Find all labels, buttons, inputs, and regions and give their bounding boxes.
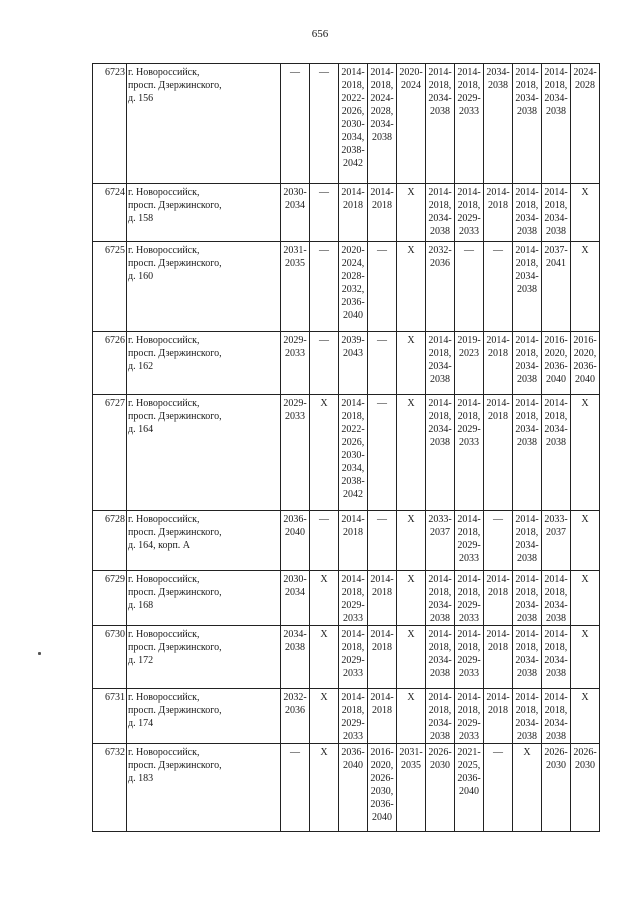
table-row xyxy=(93,571,600,626)
period-cell: 2014- 2018, 2029- 2033 xyxy=(339,626,368,689)
period-cell: 2016- 2020, 2026- 2030, 2036- 2040 xyxy=(368,744,397,832)
period-cell: 2014- 2018 xyxy=(368,184,397,242)
address-cell: г. Новороссийск, просп. Дзержинского, д. 168 xyxy=(127,571,281,626)
period-cell: X xyxy=(397,242,426,332)
period-cell: 2014- 2018, 2029- 2033 xyxy=(455,689,484,744)
period-cell: X xyxy=(397,184,426,242)
table-row xyxy=(93,744,600,832)
period-cell: 2030- 2034 xyxy=(281,571,310,626)
period-cell: — xyxy=(455,242,484,332)
period-cell: — xyxy=(368,242,397,332)
period-cell: 2014- 2018 xyxy=(484,395,513,511)
period-cell: 2014- 2018, 2034- 2038 xyxy=(542,64,571,184)
period-cell: — xyxy=(310,64,339,184)
address-cell: г. Новороссийск, просп. Дзержинского, д. 174 xyxy=(127,689,281,744)
period-cell: 2032- 2036 xyxy=(281,689,310,744)
period-cell: 2029- 2033 xyxy=(281,332,310,395)
row-number: 6730 xyxy=(93,626,127,689)
period-cell: 2014- 2018 xyxy=(339,184,368,242)
period-cell: X xyxy=(310,395,339,511)
period-cell: — xyxy=(368,511,397,571)
period-cell: 2014- 2018, 2034- 2038 xyxy=(542,626,571,689)
row-number: 6731 xyxy=(93,689,127,744)
period-cell: 2014- 2018, 2029- 2033 xyxy=(339,571,368,626)
table-row xyxy=(93,184,600,242)
period-cell: 2014- 2018 xyxy=(484,184,513,242)
period-cell: 2014- 2018 xyxy=(484,332,513,395)
period-cell: 2014- 2018, 2034- 2038 xyxy=(513,332,542,395)
row-number: 6723 xyxy=(93,64,127,184)
period-cell: X xyxy=(397,571,426,626)
period-cell: X xyxy=(397,626,426,689)
period-cell: 2014- 2018 xyxy=(484,571,513,626)
period-cell: X xyxy=(397,689,426,744)
period-cell: 2014- 2018, 2034- 2038 xyxy=(513,184,542,242)
period-cell: — xyxy=(281,744,310,832)
period-cell: — xyxy=(281,64,310,184)
period-cell: 2014- 2018, 2034- 2038 xyxy=(513,395,542,511)
row-number: 6729 xyxy=(93,571,127,626)
address-cell: г. Новороссийск, просп. Дзержинского, д. 164, корп. А xyxy=(127,511,281,571)
period-cell: X xyxy=(513,744,542,832)
period-cell: 2020- 2024 xyxy=(397,64,426,184)
period-cell: 2014- 2018, 2029- 2033 xyxy=(455,571,484,626)
period-cell: X xyxy=(571,571,600,626)
page-number: 656 xyxy=(311,28,329,40)
period-cell: — xyxy=(484,511,513,571)
address-cell: г. Новороссийск, просп. Дзержинского, д. 164 xyxy=(127,395,281,511)
period-cell: 2014- 2018, 2034- 2038 xyxy=(513,689,542,744)
period-cell: 2032- 2036 xyxy=(426,242,455,332)
table-row xyxy=(93,689,600,744)
row-number: 6724 xyxy=(93,184,127,242)
period-cell: X xyxy=(571,395,600,511)
period-cell: 2014- 2018, 2034- 2038 xyxy=(513,242,542,332)
period-cell: 2037- 2041 xyxy=(542,242,571,332)
period-cell: 2014- 2018 xyxy=(368,626,397,689)
period-cell: 2014- 2018, 2034- 2038 xyxy=(542,395,571,511)
table-row xyxy=(93,626,600,689)
period-cell: X xyxy=(310,626,339,689)
period-cell: — xyxy=(484,242,513,332)
period-cell: 2014- 2018, 2034- 2038 xyxy=(426,64,455,184)
address-cell: г. Новороссийск, просп. Дзержинского, д. 160 xyxy=(127,242,281,332)
period-cell: X xyxy=(397,395,426,511)
period-cell: 2014- 2018, 2022- 2026, 2030- 2034, 2038- 2042 xyxy=(339,395,368,511)
period-cell: 2014- 2018, 2034- 2038 xyxy=(426,571,455,626)
period-cell: 2031- 2035 xyxy=(397,744,426,832)
period-cell: 2014- 2018, 2034- 2038 xyxy=(513,626,542,689)
address-cell: г. Новороссийск, просп. Дзержинского, д. 183 xyxy=(127,744,281,832)
period-cell: — xyxy=(310,242,339,332)
address-cell: г. Новороссийск, просп. Дзержинского, д. 156 xyxy=(127,64,281,184)
period-cell: 2020- 2024, 2028- 2032, 2036- 2040 xyxy=(339,242,368,332)
period-cell: 2014- 2018, 2034- 2038 xyxy=(542,184,571,242)
stray-mark xyxy=(38,652,41,655)
period-cell: 2036- 2040 xyxy=(281,511,310,571)
period-cell: 2031- 2035 xyxy=(281,242,310,332)
period-cell: 2014- 2018, 2029- 2033 xyxy=(455,395,484,511)
period-cell: 2016- 2020, 2036- 2040 xyxy=(571,332,600,395)
period-cell: 2014- 2018 xyxy=(484,689,513,744)
period-cell: 2014- 2018, 2034- 2038 xyxy=(513,64,542,184)
row-number: 6725 xyxy=(93,242,127,332)
period-cell: — xyxy=(484,744,513,832)
period-cell: 2014- 2018, 2034- 2038 xyxy=(426,626,455,689)
period-cell: X xyxy=(310,689,339,744)
period-cell: 2014- 2018 xyxy=(484,626,513,689)
period-cell: 2014- 2018, 2034- 2038 xyxy=(542,571,571,626)
period-cell: X xyxy=(571,184,600,242)
period-cell: — xyxy=(310,332,339,395)
period-cell: 2014- 2018, 2034- 2038 xyxy=(513,511,542,571)
address-cell: г. Новороссийск, просп. Дзержинского, д. 172 xyxy=(127,626,281,689)
period-cell: 2019- 2023 xyxy=(455,332,484,395)
row-number: 6726 xyxy=(93,332,127,395)
address-cell: г. Новороссийск, просп. Дзержинского, д. 158 xyxy=(127,184,281,242)
period-cell: X xyxy=(571,511,600,571)
period-cell: 2014- 2018, 2029- 2033 xyxy=(455,511,484,571)
period-cell: — xyxy=(310,184,339,242)
period-cell: X xyxy=(571,242,600,332)
period-cell: X xyxy=(310,571,339,626)
period-cell: 2033- 2037 xyxy=(542,511,571,571)
period-cell: 2030- 2034 xyxy=(281,184,310,242)
period-cell: 2014- 2018, 2029- 2033 xyxy=(455,626,484,689)
period-cell: 2014- 2018 xyxy=(368,689,397,744)
period-cell: 2014- 2018, 2029- 2033 xyxy=(455,184,484,242)
row-number: 6728 xyxy=(93,511,127,571)
period-cell: 2014- 2018, 2029- 2033 xyxy=(339,689,368,744)
period-cell: 2029- 2033 xyxy=(281,395,310,511)
period-cell: 2014- 2018, 2034- 2038 xyxy=(426,395,455,511)
period-cell: 2014- 2018 xyxy=(368,571,397,626)
period-cell: X xyxy=(397,511,426,571)
period-cell: 2033- 2037 xyxy=(426,511,455,571)
table-row xyxy=(93,395,600,511)
period-cell: 2036- 2040 xyxy=(339,744,368,832)
period-cell: X xyxy=(310,744,339,832)
period-cell: 2034- 2038 xyxy=(484,64,513,184)
period-cell: 2014- 2018, 2034- 2038 xyxy=(426,689,455,744)
period-cell: — xyxy=(368,332,397,395)
period-cell: 2026- 2030 xyxy=(426,744,455,832)
period-cell: 2014- 2018 xyxy=(339,511,368,571)
period-cell: 2014- 2018, 2029- 2033 xyxy=(455,64,484,184)
period-cell: 2026- 2030 xyxy=(542,744,571,832)
table-row xyxy=(93,64,600,184)
period-cell: 2021- 2025, 2036- 2040 xyxy=(455,744,484,832)
period-cell: X xyxy=(571,689,600,744)
period-cell: 2014- 2018, 2034- 2038 xyxy=(513,571,542,626)
table-row xyxy=(93,332,600,395)
table-row xyxy=(93,242,600,332)
period-cell: 2039- 2043 xyxy=(339,332,368,395)
period-cell: — xyxy=(368,395,397,511)
period-cell: 2014- 2018, 2022- 2026, 2030- 2034, 2038- 2042 xyxy=(339,64,368,184)
period-cell: 2014- 2018, 2034- 2038 xyxy=(426,332,455,395)
period-cell: 2034- 2038 xyxy=(281,626,310,689)
period-cell: 2014- 2018, 2024- 2028, 2034- 2038 xyxy=(368,64,397,184)
table-row xyxy=(93,511,600,571)
period-cell: X xyxy=(397,332,426,395)
repair-schedule-table xyxy=(92,63,600,832)
row-number: 6732 xyxy=(93,744,127,832)
period-cell: 2016- 2020, 2036- 2040 xyxy=(542,332,571,395)
period-cell: 2026- 2030 xyxy=(571,744,600,832)
row-number: 6727 xyxy=(93,395,127,511)
period-cell: X xyxy=(571,626,600,689)
period-cell: 2024- 2028 xyxy=(571,64,600,184)
period-cell: 2014- 2018, 2034- 2038 xyxy=(426,184,455,242)
address-cell: г. Новороссийск, просп. Дзержинского, д. 162 xyxy=(127,332,281,395)
period-cell: 2014- 2018, 2034- 2038 xyxy=(542,689,571,744)
period-cell: — xyxy=(310,511,339,571)
